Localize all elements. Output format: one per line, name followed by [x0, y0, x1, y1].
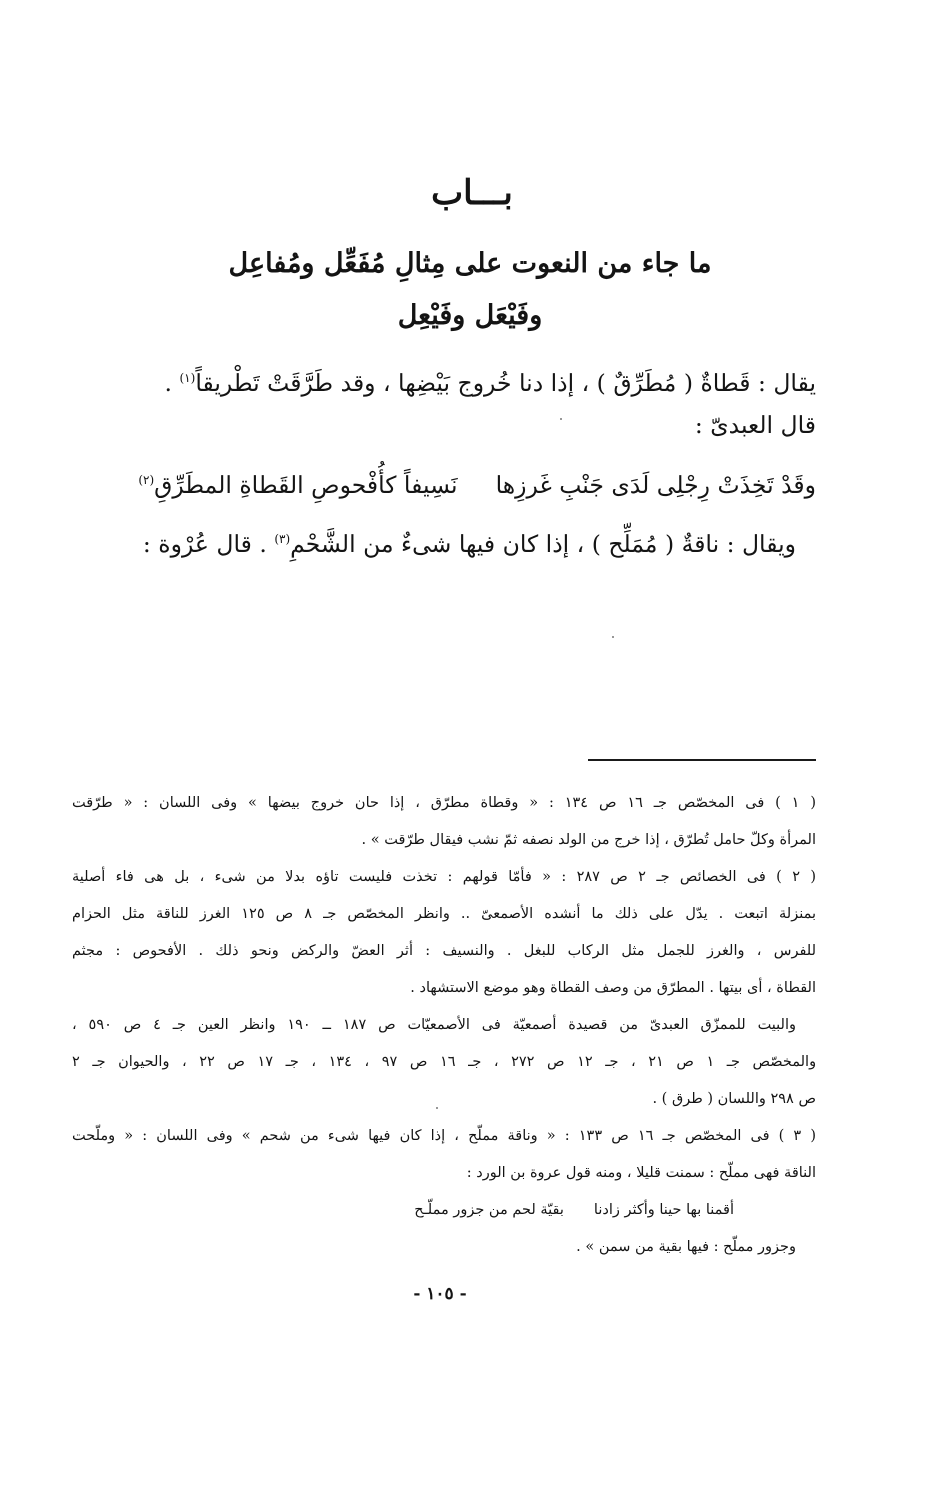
paper-speck — [560, 418, 562, 420]
footnote-2-line-6: والمخصّص جـ ١ ص ٢١ ، جـ ١٢ ص ٢٧٢ ، جـ ١٦ ص ٩٧ ، ١٣٤ ، جـ ١٧ ص ٢٢ ، والحيوان جـ ٢ — [72, 1054, 817, 1070]
body-text: يقال : قَطاةٌ ( مُطَرِّقٌ ) ، إذا دنا خُروج بَيْضِها ، وقد طَرَّقَتْ تَطْريقاً — [195, 368, 816, 397]
body-text-end: . — [164, 368, 180, 397]
footnote-separator-rule — [588, 759, 816, 761]
footnote-3-line-1: ( ٣ ) فى المخصّص جـ ١٦ ص ١٣٣ : « وناقة مملّح ، إذا كان فيها شىء من شحم » وفى اللسان : « وملّحت — [72, 1128, 816, 1144]
footnote-2-line-7: ص ٢٩٨ واللسان ( طرق ) . — [652, 1091, 816, 1107]
footnote-2-line-4: القطاة ، أى بيتها . المطرّق من وصف القطاة وهو موضع الاستشهاد . — [410, 980, 816, 996]
chapter-title-line-1: ما جاء من النعوت على مِثالِ مُفَعِّل ومُفاعِل — [228, 248, 712, 279]
footnote-reference-2: (٢) — [138, 473, 155, 487]
body-paragraph-line-1 — [76, 358, 816, 403]
body-paragraph-line-3 — [56, 519, 796, 564]
footnote-reference-1: (١) — [179, 371, 196, 385]
verse-first-hemistich: وقَدْ تَخِذَتْ رِجْلِى لَدَى جَنْبِ غَرزِها — [495, 470, 816, 499]
footnote-2-line-2: بمنزلة اتبعت . يدّل على ذلك ما أنشده الأصمعىّ .. وانظر المخصّص جـ ٨ ص ١٢٥ الغرز للناقة مثل الحزام — [72, 906, 816, 922]
footnote-3-line-2: الناقة فهى مملّح : سمنت قليلا ، ومنه قول عروة بن الورد : — [466, 1165, 816, 1181]
chapter-title-line-2: وفَيْعَل وفَيْعِل — [397, 300, 543, 331]
footnote-reference-3: (٣) — [274, 532, 291, 546]
footnote-1-line-2: المرأة وكلّ حامل تُطرّق ، إذا خرج من الولد نصفه ثمّ نشب فيقال طرّقت » . — [361, 832, 816, 848]
body-text: ويقال : ناقةٌ ( مُمَلِّح ) ، إذا كان فيها شىءٌ من الشَّحْمِ — [290, 529, 796, 558]
paper-speck — [612, 636, 614, 638]
page-number: - ١٠٥ - — [413, 1284, 467, 1304]
footnote-2-line-3: للفرس ، والغرز للجمل مثل الركاب للبغل . والنسيف : أثر العضّ والركض ونحو ذلك . الأفحوص : مجثم — [72, 943, 816, 959]
footnote-3-verse — [194, 1195, 734, 1225]
chapter-heading: بـــاب — [431, 173, 513, 213]
footnote-3-line-3: وجزور مملّح : فيها بقية من سمن » . — [576, 1239, 796, 1255]
footnote-2-line-1: ( ٢ ) فى الخصائص جـ ٢ ص ٢٨٧ : « فأمّا قولهم : تخذت فليست تاؤه بدلا من شىء ، بل هى فاء أصلية — [72, 869, 817, 885]
poem-verse — [56, 460, 816, 505]
chapter-title — [150, 238, 790, 342]
body-text-end: . قال عُرْوة : — [142, 529, 275, 558]
body-paragraph-line-2: قال العبدىّ : — [694, 411, 816, 439]
footnote-verse-first-hemistich: أقمنا بها حينا وأكثر زادنا — [593, 1202, 734, 1218]
paper-speck — [436, 1107, 438, 1109]
footnote-2-line-5: والبيت للممزّق العبدىّ من قصيدة أصمعيّة فى الأصمعيّات ص ١٨٧ ــ ١٩٠ وانظر العين جـ ٤ ص ٥٩٠ ، — [72, 1017, 797, 1033]
verse-second-hemistich: نَسِيفاً كأُفْحوصِ القَطاةِ المطَرِّقِ — [154, 470, 458, 499]
footnote-1-line-1: ( ١ ) فى المخصّص جـ ١٦ ص ١٣٤ : « وقطاة مطرّق ، إذا حان خروج بيضها » وفى اللسان : « طرّقت — [72, 795, 816, 811]
footnote-verse-second-hemistich: بقيّة لحم من جزور مملّـح — [414, 1202, 564, 1218]
